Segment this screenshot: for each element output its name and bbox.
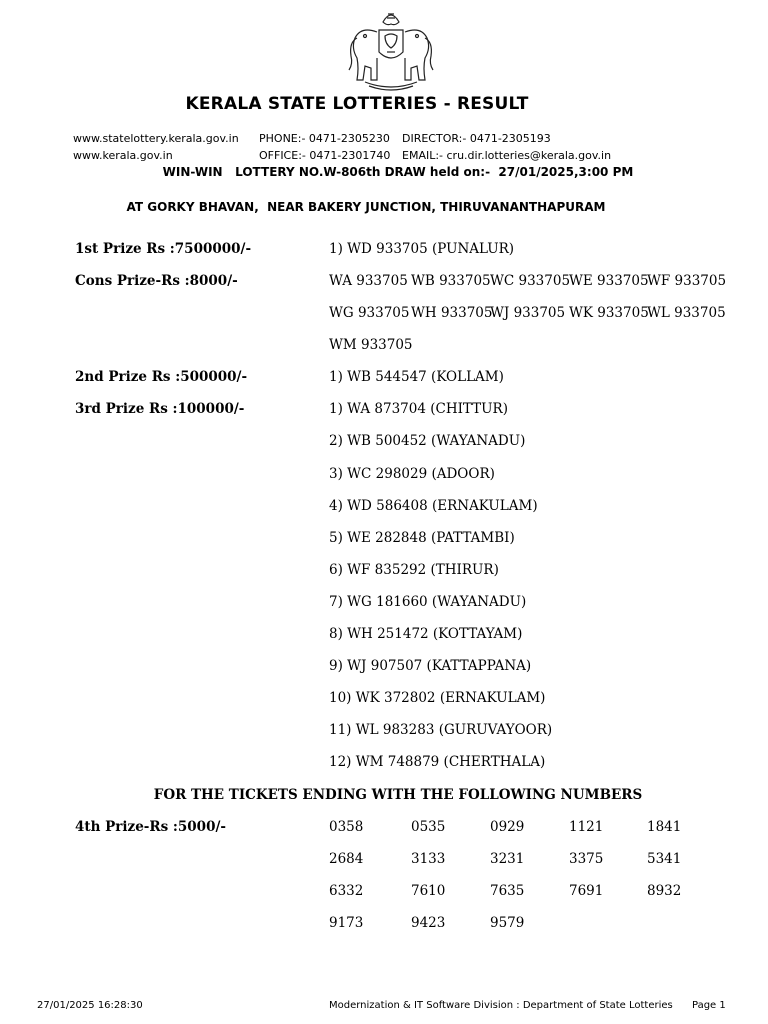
cons-number: WM 933705 bbox=[329, 337, 413, 353]
cons-number: WA 933705 bbox=[329, 273, 408, 289]
fourth-prize-number: 2684 bbox=[329, 851, 364, 867]
fourth-prize-number: 7691 bbox=[569, 883, 604, 899]
director-phone: DIRECTOR:- 0471-2305193 bbox=[402, 132, 551, 145]
fourth-prize-number: 7635 bbox=[490, 883, 525, 899]
fourth-prize-number: 0358 bbox=[329, 819, 364, 835]
state-emblem-icon bbox=[343, 8, 439, 92]
draw-info: WIN-WIN LOTTERY NO.W-806th DRAW held on:- 27/01/2025,3:00 PM bbox=[162, 165, 634, 179]
third-prize-winner: 9) WJ 907507 (KATTAPPANA) bbox=[329, 658, 532, 674]
fourth-prize-number: 3375 bbox=[569, 851, 604, 867]
fourth-prize-number: 5341 bbox=[647, 851, 682, 867]
cons-number: WE 933705 bbox=[569, 273, 649, 289]
third-prize-winner: 12) WM 748879 (CHERTHALA) bbox=[329, 754, 546, 770]
fourth-prize-number: 6332 bbox=[329, 883, 364, 899]
cons-number: WF 933705 bbox=[647, 273, 727, 289]
cons-number: WC 933705 bbox=[490, 273, 571, 289]
first-prize-winner: 1) WD 933705 (PUNALUR) bbox=[329, 241, 515, 257]
third-prize-winner: 4) WD 586408 (ERNAKULAM) bbox=[329, 498, 538, 514]
cons-number: WK 933705 bbox=[569, 305, 649, 321]
cons-prize-label: Cons Prize-Rs :8000/- bbox=[75, 273, 238, 289]
fourth-prize-number: 1121 bbox=[569, 819, 604, 835]
govt-website-link[interactable]: www.kerala.gov.in bbox=[73, 149, 173, 162]
office-phone: OFFICE:- 0471-2301740 bbox=[259, 149, 391, 162]
third-prize-winner: 3) WC 298029 (ADOOR) bbox=[329, 466, 495, 482]
email-address[interactable]: EMAIL:- cru.dir.lotteries@kerala.gov.in bbox=[402, 149, 612, 162]
page-title: KERALA STATE LOTTERIES - RESULT bbox=[185, 94, 529, 114]
third-prize-winner: 10) WK 372802 (ERNAKULAM) bbox=[329, 690, 546, 706]
third-prize-label: 3rd Prize Rs :100000/- bbox=[75, 401, 245, 417]
ending-numbers-heading: FOR THE TICKETS ENDING WITH THE FOLLOWING NUMBERS bbox=[153, 787, 643, 803]
draw-venue: AT GORKY BHAVAN, NEAR BAKERY JUNCTION, THIRUVANANTHAPURAM bbox=[126, 200, 606, 214]
cons-number: WH 933705 bbox=[411, 305, 493, 321]
page-number: Page 1 bbox=[692, 1000, 726, 1011]
fourth-prize-number: 0929 bbox=[490, 819, 525, 835]
third-prize-winner: 1) WA 873704 (CHITTUR) bbox=[329, 401, 508, 417]
phone-number: PHONE:- 0471-2305230 bbox=[259, 132, 390, 145]
fourth-prize-number: 0535 bbox=[411, 819, 446, 835]
fourth-prize-number: 9173 bbox=[329, 915, 364, 931]
website-link[interactable]: www.statelottery.kerala.gov.in bbox=[73, 132, 239, 145]
fourth-prize-number: 3133 bbox=[411, 851, 446, 867]
third-prize-winner: 8) WH 251472 (KOTTAYAM) bbox=[329, 626, 523, 642]
cons-number: WG 933705 bbox=[329, 305, 410, 321]
footer-timestamp: 27/01/2025 16:28:30 bbox=[37, 1000, 143, 1011]
fourth-prize-number: 9423 bbox=[411, 915, 446, 931]
third-prize-winner: 11) WL 983283 (GURUVAYOOR) bbox=[329, 722, 553, 738]
cons-number: WL 933705 bbox=[647, 305, 726, 321]
cons-number: WJ 933705 bbox=[490, 305, 566, 321]
footer-division: Modernization & IT Software Division : Department of State Lotteries bbox=[329, 1000, 673, 1011]
third-prize-winner: 6) WF 835292 (THIRUR) bbox=[329, 562, 499, 578]
fourth-prize-number: 9579 bbox=[490, 915, 525, 931]
fourth-prize-number: 7610 bbox=[411, 883, 446, 899]
second-prize-winner: 1) WB 544547 (KOLLAM) bbox=[329, 369, 504, 385]
cons-number: WB 933705 bbox=[411, 273, 491, 289]
third-prize-winner: 7) WG 181660 (WAYANADU) bbox=[329, 594, 527, 610]
fourth-prize-number: 8932 bbox=[647, 883, 682, 899]
fourth-prize-label: 4th Prize-Rs :5000/- bbox=[75, 819, 227, 835]
third-prize-winner: 2) WB 500452 (WAYANADU) bbox=[329, 433, 526, 449]
third-prize-winner: 5) WE 282848 (PATTAMBI) bbox=[329, 530, 515, 546]
second-prize-label: 2nd Prize Rs :500000/- bbox=[75, 369, 248, 385]
fourth-prize-number: 1841 bbox=[647, 819, 682, 835]
fourth-prize-number: 3231 bbox=[490, 851, 525, 867]
first-prize-label: 1st Prize Rs :7500000/- bbox=[75, 241, 252, 257]
